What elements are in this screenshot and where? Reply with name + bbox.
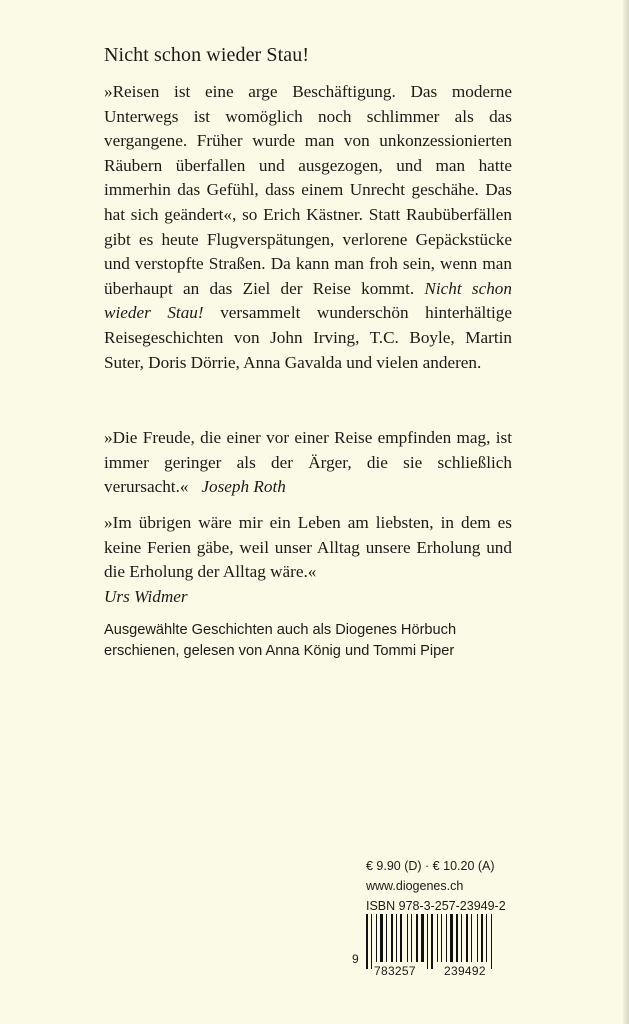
barcode-stripe [461, 914, 462, 962]
barcode-first-digit: 9 [352, 952, 359, 966]
blurb-text-start: »Reisen ist eine arge Beschäftigung. Das moderne Unterwegs ist womöglich noch schlimmer als das vergangene. Früher wurde man von unkonzessionierten Räubern überfallen und ausgezogen, und man hatte immerhin das Gefühl, dass einem Unrecht geschähe. Das hat sich geändert«, so Erich Kästner. Statt Raubüberfällen gibt es heute Flugverspätungen, verlorene Gepäckstücke und verstopfte Straßen. Da kann man froh sein, wenn man überhaupt an das Ziel der Reise kommt. [104, 82, 512, 298]
blurb-text-end: versammelt wunderschön hinterhältige Reisegeschichten von John Irving, T.C. Boyle, Martin Suter, Doris Dörrie, Anna Gavalda und vielen anderen. [104, 303, 512, 372]
audiobook-note-line1: Ausgewählte Geschichten auch als Diogenes Hörbuch [104, 622, 457, 638]
audiobook-note-line2: erschienen, gelesen von Anna König und Tommi Piper [104, 643, 455, 659]
barcode-stripe [396, 914, 397, 962]
page-edge-shadow [623, 0, 629, 1024]
barcode-stripe [427, 914, 428, 969]
barcode-stripe [407, 914, 408, 962]
website: www.diogenes.ch [366, 879, 464, 893]
barcode-digits-group2: 239492 [444, 964, 486, 978]
barcode-stripe [491, 914, 492, 969]
barcode-stripe [486, 914, 487, 962]
barcode-stripe [416, 914, 418, 962]
quote-joseph-roth [104, 426, 512, 500]
barcode-stripe [371, 914, 372, 969]
isbn: ISBN 978-3-257-23949-2 [366, 899, 506, 913]
barcode-stripe [441, 914, 442, 962]
barcode-stripe [437, 914, 438, 962]
price: € 9.90 (D) · € 10.20 (A) [366, 859, 495, 873]
book-title: Nicht schon wieder Stau! [104, 44, 310, 66]
quote1-text: »Die Freude, die einer vor einer Reise empfinden mag, ist immer geringer als der Ärger, die sie schließlich verursacht.« [104, 428, 512, 497]
barcode [352, 914, 512, 978]
barcode-stripe [446, 914, 447, 962]
barcode-stripe [380, 914, 383, 962]
price-block [366, 856, 506, 916]
barcode-stripe [431, 914, 433, 969]
barcode-stripe [477, 914, 478, 962]
barcode-bars [366, 914, 510, 964]
barcode-digits-group1: 783257 [374, 964, 416, 978]
audiobook-note [104, 620, 524, 662]
barcode-stripe [411, 914, 412, 962]
barcode-stripe [471, 914, 472, 962]
quote1-author: Joseph Roth [201, 477, 286, 497]
barcode-stripe [386, 914, 387, 962]
blurb-italic-title: Nicht schon wieder Stau! [104, 278, 512, 323]
quote2-text: »Im übrigen wäre mir ein Leben am liebsten, in dem es keine Ferien gäbe, weil unser Alltag unsere Erholung und die Erholung der Alltag wäre.« [104, 513, 512, 582]
blurb-paragraph [104, 80, 512, 375]
quote2-author: Urs Widmer [104, 586, 188, 606]
barcode-stripe [376, 914, 377, 962]
barcode-stripe [466, 914, 468, 962]
quote-urs-widmer [104, 511, 512, 609]
barcode-stripe [456, 914, 458, 962]
barcode-stripe [421, 914, 424, 962]
barcode-stripe [391, 914, 393, 962]
barcode-stripe [400, 914, 402, 962]
barcode-stripe [450, 914, 453, 962]
barcode-stripe [481, 914, 483, 962]
barcode-stripe [366, 914, 368, 969]
